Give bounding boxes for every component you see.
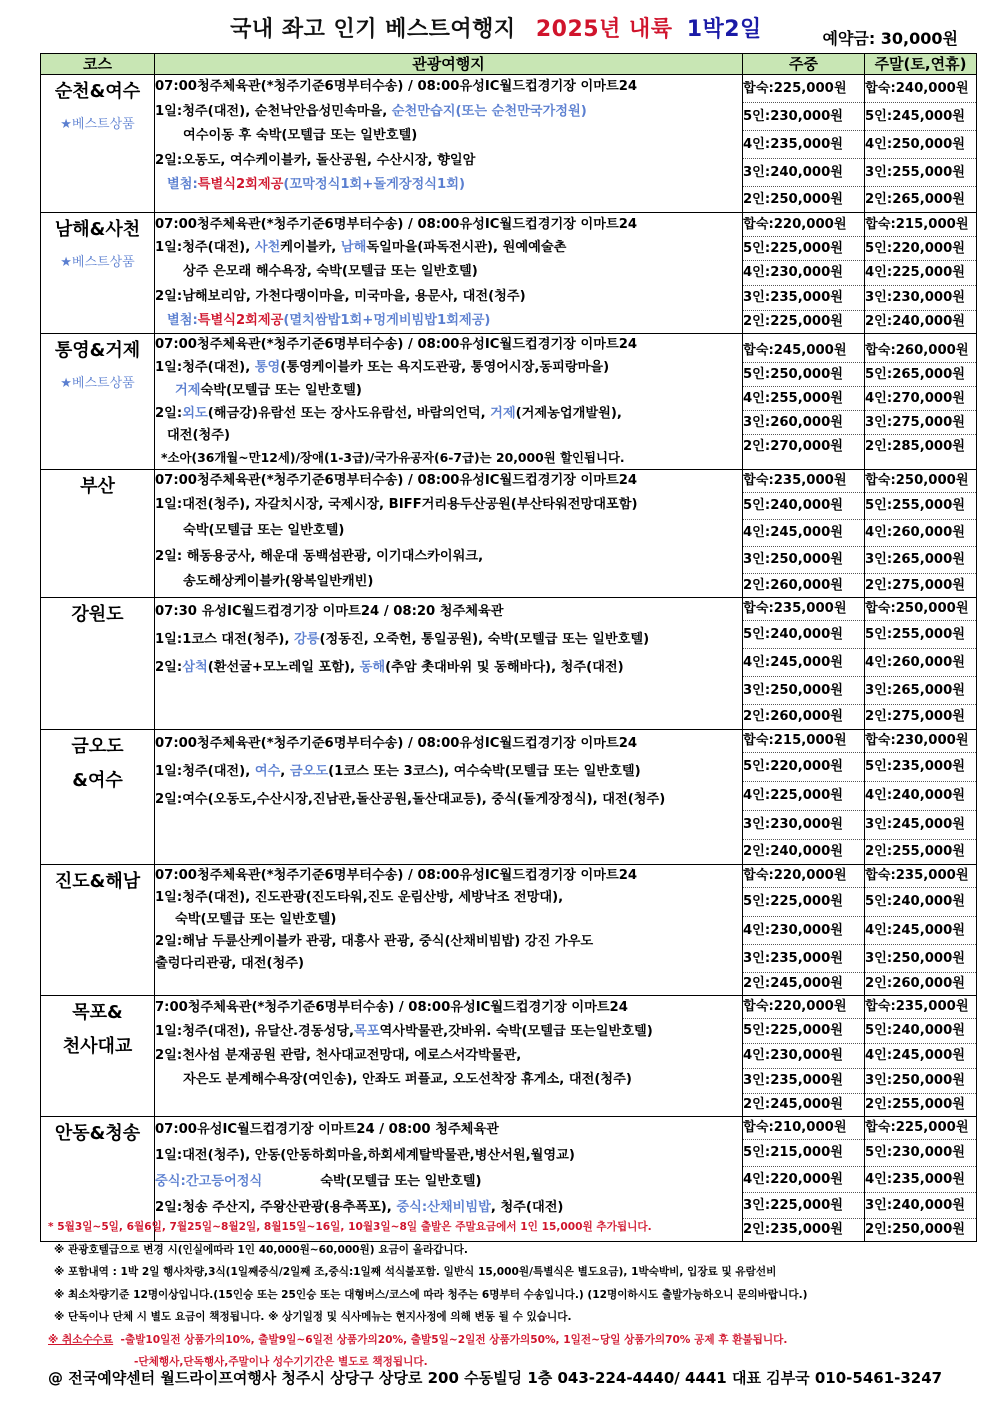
weekday-prices: 합숙:235,000원 5인:240,000원 4인:245,000원 3인:250,000원 2인:260,000원: [743, 598, 865, 730]
weekend-prices: 합숙:235,000원 5인:240,000원 4인:245,000원 3인:250,000원 2인:260,000원: [865, 865, 977, 996]
table-row: [41, 470, 977, 598]
weekday-prices: 합숙:235,000원 5인:240,000원 4인:245,000원 3인:250,000원 2인:260,000원: [743, 470, 865, 598]
weekday-prices: 합숙:220,000원 5인:225,000원 4인:230,000원 3인:235,000원 2인:245,000원: [743, 865, 865, 996]
header-weekday: 주중: [743, 54, 865, 75]
weekday-prices: 합숙:225,000원 5인:230,000원 4인:235,000원 3인:240,000원 2인:250,000원: [743, 75, 865, 213]
course-desc: 07:00청주체육관(*청주기준6명부터수송) / 08:00유성IC월드컵경기장 이마트24 1일:대전(청주), 자갈치시장, 국제시장, BIFF거리용두산공원(부산타워전망대포함) 숙박(모텔급 또는 일반호텔) 2일: 해동용궁사, 해운대 동백섬관광, 이기대스카이워크, 송도해상케이블카(왕복일반캐빈): [155, 470, 743, 598]
course-desc: 07:00청주체육관(*청주기준6명부터수송) / 08:00유성IC월드컵경기장 이마트24 1일:청주(대전), 통영(통영케이블카 또는 욕지도관광, 통영어시장,동피랑마을) 거제숙박(모텔급 또는 일반호텔) 2일:외도(해금강)유람선 또는 장사도유람선, 바람의언덕, 거제(거제농업개발원), 대전(청주) *소아(36개월~만12세)/장애(1-3급)/국가유공자(6-7급)는 20,000원 할인됩니다.: [155, 334, 743, 470]
course-desc: 07:00청주체육관(*청주기준6명부터수송) / 08:00유성IC월드컵경기장 이마트24 1일:청주(대전), 사천케이블카, 남해독일마을(파독전시관), 원예예술촌 상주 은모래 해수욕장, 숙박(모텔급 또는 일반호텔) 2일:남해보리암, 가천다랭이마을, 미국마을, 용문사, 대전(청주) 별첨:특별식2회제공(멸치쌈밥1회+멍게비빔밥1회제공): [155, 213, 743, 334]
note-special: -단체행사,단독행사,주말이나 성수기기간은 별도로 책정됩니다.: [134, 1356, 428, 1368]
table-row: [41, 334, 977, 470]
notes-section: [48, 1216, 968, 1374]
weekend-prices: 합숙:215,000원 5인:220,000원 4인:225,000원 3인:230,000원 2인:240,000원: [865, 213, 977, 334]
course-desc: 07:30 유성IC월드컵경기장 이마트24 / 08:20 청주체육관 1일:1코스 대전(청주), 강릉(정동진, 오죽헌, 통일공원), 숙박(모텔급 또는 일반호텔) 2일:삼척(환선굴+모노레일 포함), 동해(추암 촛대바위 및 동해바다), 청주(대전): [155, 598, 743, 730]
table-row: [41, 75, 977, 213]
course-name: 강원도: [41, 598, 155, 730]
best-badge: ★베스트상품: [60, 376, 135, 391]
best-badge: ★베스트상품: [60, 117, 135, 132]
note-cancellation: ※ 취소수수료 -출발10일전 상품가의10%, 출발9일~6일전 상품가의20%, 출발5일~2일전 상품가의50%, 1일전~당일 상품가의70% 공제 후 환불됩니다.: [48, 1333, 788, 1346]
title-year: 2025년 내륙: [535, 17, 673, 42]
header-destination: 관광여행지: [155, 54, 743, 75]
weekday-prices: 합숙:210,000원 5인:215,000원 4인:220,000원 3인:225,000원 2인:235,000원: [743, 1117, 865, 1242]
course-name: 순천&여수 ★베스트상품: [41, 75, 155, 213]
deposit-amount: 예약금: 30,000원: [822, 29, 958, 48]
header-course: 코스: [41, 54, 155, 75]
weekend-prices: 합숙:250,000원 5인:255,000원 4인:260,000원 3인:265,000원 2인:275,000원: [865, 470, 977, 598]
course-desc: 07:00청주체육관(*청주기준6명부터수송) / 08:00유성IC월드컵경기장 이마트24 1일:청주(대전), 진도관광(진도타워,진도 운림산방, 세방낙조 전망대), 숙박(모텔급 또는 일반호텔) 2일:해남 두륜산케이블카 관광, 대흥사 관광, 중식(산채비빔밥) 강진 가우도 출렁다리관광, 대전(청주): [155, 865, 743, 996]
table-row: [41, 730, 977, 865]
weekday-prices: 합숙:245,000원 5인:250,000원 4인:255,000원 3인:260,000원 2인:270,000원: [743, 334, 865, 470]
table-row: [41, 865, 977, 996]
note-peak-surcharge: * 5월3일~5일, 6월6일, 7월25일~8월2일, 8월15일~16일, 10월3일~8일 출발은 주말요금에서 1인 15,000원 추가됩니다.: [48, 1221, 652, 1233]
weekend-prices: 합숙:240,000원 5인:245,000원 4인:250,000원 3인:255,000원 2인:265,000원: [865, 75, 977, 213]
note-hotel-upgrade: ※ 관광호텔급으로 변경 시(인실에따라 1인 40,000원~60,000원) 요금이 올라갑니다.: [54, 1243, 468, 1256]
note-minimum: ※ 최소차량기준 12명이상입니다.(15인승 또는 25인승 또는 대형버스/코스에 따라 청주는 6명부터 수송입니다.) (12명이하시도 출발가능하오니 문의바랍니다.): [54, 1288, 808, 1301]
course-name: 부산: [41, 470, 155, 598]
header-weekend: 주말(토,연휴): [865, 54, 977, 75]
course-desc: 07:00청주체육관(*청주기준6명부터수송) / 08:00유성IC월드컵경기장 이마트24 1일:청주(대전), 순천낙안읍성민속마을, 순천만습지(또는 순천만국가정원) 여수이동 후 숙박(모텔급 또는 일반호텔) 2일:오동도, 여수케이블카, 돌산공원, 수산시장, 향일암 별첨:특별식2회제공(꼬막정식1회+돌게장정식1회): [155, 75, 743, 213]
course-desc: 07:00청주체육관(*청주기준6명부터수송) / 08:00유성IC월드컵경기장 이마트24 1일:청주(대전), 여수, 금오도(1코스 또는 3코스), 여수숙박(모텔급 또는 일반호텔) 2일:여수(오동도,수산시장,진남관,돌산공원,돌산대교등), 중식(돌게장정식), 대전(청주): [155, 730, 743, 865]
weekday-prices: 합숙:215,000원 5인:220,000원 4인:225,000원 3인:230,000원 2인:240,000원: [743, 730, 865, 865]
course-desc: 7:00청주체육관(*청주기준6명부터수송) / 08:00유성IC월드컵경기장 이마트24 1일:청주(대전), 유달산.경동성당,목포역사박물관,갓바위. 숙박(모텔급 또는일반호텔) 2일:천사섬 분재공원 관람, 천사대교전망대, 에로스서각박물관, 자은도 분계해수욕장(여인송), 안좌도 퍼플교, 오도선착장 휴게소, 대전(청주): [155, 996, 743, 1117]
course-name: 목포& 천사대교: [41, 996, 155, 1117]
table-row: [41, 213, 977, 334]
course-name: 통영&거제 ★베스트상품: [41, 334, 155, 470]
weekday-prices: 합숙:220,000원 5인:225,000원 4인:230,000원 3인:235,000원 2인:245,000원: [743, 996, 865, 1117]
weekday-prices: 합숙:220,000원 5인:225,000원 4인:230,000원 3인:235,000원 2인:225,000원: [743, 213, 865, 334]
weekend-prices: 합숙:225,000원 5인:230,000원 4인:235,000원 3인:240,000원 2인:250,000원: [865, 1117, 977, 1242]
weekend-prices: 합숙:260,000원 5인:265,000원 4인:270,000원 3인:275,000원 2인:285,000원: [865, 334, 977, 470]
course-desc: 07:00유성IC월드컵경기장 이마트24 / 08:00 청주체육관 1일:대전(청주), 안동(안동하회마을,하회세계탈박물관,병산서원,월영교) 중식:간고등어정식 숙박(모텔급 또는 일반호텔) 2일:청송 주산지, 주왕산관광(용추폭포), 중식:산채비빔밥, 청주(대전): [155, 1117, 743, 1242]
note-group: ※ 단독이나 단체 시 별도 요금이 책정됩니다. ※ 상기일정 및 식사메뉴는 현지사정에 의해 변동 될 수 있습니다.: [54, 1311, 572, 1323]
best-badge: ★베스트상품: [60, 255, 135, 270]
table-row: [41, 598, 977, 730]
note-included: ※ 포함내역 : 1박 2일 행사차량,3식(1일째중식/2일째 조,중식:1일째 석식불포함. 일반식 15,000원/특별식은 별도요금), 1박숙박비, 입장료 및 유람선비: [54, 1266, 777, 1278]
course-table: [40, 53, 977, 1242]
footer-contact: @ 전국예약센터 월드라이프여행사 청주시 상당구 상당로 200 수동빌딩 1층 043-224-4440/ 4441 대표 김부국 010-5461-3247: [48, 1369, 943, 1387]
course-name: 안동&청송: [41, 1117, 155, 1242]
weekend-prices: 합숙:235,000원 5인:240,000원 4인:245,000원 3인:250,000원 2인:255,000원: [865, 996, 977, 1117]
title-main: 국내 좌고 인기 베스트여행지: [230, 17, 516, 42]
weekend-prices: 합숙:230,000원 5인:235,000원 4인:240,000원 3인:245,000원 2인:255,000원: [865, 730, 977, 865]
weekend-prices: 합숙:250,000원 5인:255,000원 4인:260,000원 3인:265,000원 2인:275,000원: [865, 598, 977, 730]
course-name: 금오도 &여수: [41, 730, 155, 865]
title-duration: 1박2일: [686, 17, 762, 42]
course-name: 남해&사천 ★베스트상품: [41, 213, 155, 334]
course-name: 진도&해남: [41, 865, 155, 996]
table-row: [41, 996, 977, 1117]
table-header-row: [41, 54, 977, 75]
